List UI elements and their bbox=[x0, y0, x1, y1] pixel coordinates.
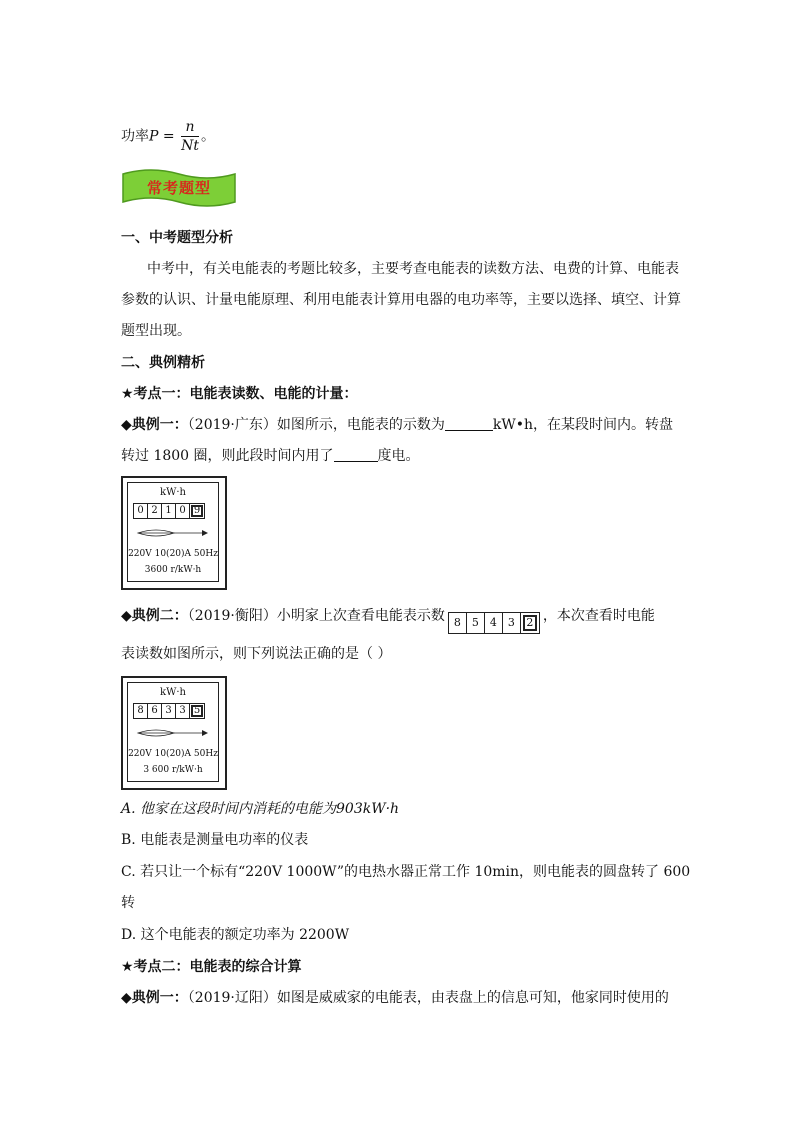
formula-lhs: P bbox=[149, 128, 159, 145]
previous-reading-digit: 8 bbox=[449, 613, 467, 633]
analysis-para-line-1: 中考中，有关电能表的考题比较多，主要考查电能表的读数方法、电费的计算、电能表 bbox=[147, 261, 679, 277]
meter1-spec-rev: 3600 r/kW·h bbox=[144, 565, 202, 575]
formula-eq: = bbox=[162, 128, 175, 145]
analysis-para-line-3: 题型出现。 bbox=[121, 323, 191, 339]
banner-text: 常考题型 bbox=[146, 179, 211, 197]
meter1-rotor-icon bbox=[136, 527, 212, 539]
option-b[interactable]: B. 电能表是测量电功率的仪表 bbox=[121, 832, 309, 848]
option-d[interactable]: D. 这个电能表的额定功率为 2200W bbox=[121, 927, 350, 943]
option-c-line1[interactable]: C. 若只让一个标有“220V 1000W”的电热水器正常工作 10min，则电能表的圆盘转了 600 bbox=[121, 864, 691, 880]
answer-blank-2[interactable] bbox=[334, 447, 378, 462]
formula-suffix: 。 bbox=[200, 128, 215, 145]
electric-meter-figure-2 bbox=[121, 676, 227, 790]
meter2-spec-rating: 220V 10(20)A 50Hz bbox=[128, 749, 218, 759]
example1-line2 bbox=[121, 446, 420, 466]
previous-reading-strip bbox=[448, 612, 540, 634]
meter2-digit-decimal: 5 bbox=[190, 704, 204, 718]
example2-line1 bbox=[121, 606, 655, 634]
option-c-line2: 转 bbox=[121, 895, 135, 911]
example3-line1 bbox=[121, 988, 669, 1008]
meter2-digit: 8 bbox=[134, 704, 148, 718]
previous-reading-digit: 5 bbox=[467, 613, 485, 633]
meter1-digit: 2 bbox=[148, 504, 162, 518]
example1-unit: kW•h，在某段时间内。转盘 bbox=[492, 417, 674, 433]
example2-label: ◆典例二： bbox=[121, 608, 188, 624]
meter2-digit: 6 bbox=[148, 704, 162, 718]
example1-line1 bbox=[121, 415, 673, 435]
formula-numerator: n bbox=[181, 118, 199, 137]
formula-denominator: Nt bbox=[181, 138, 199, 154]
example1-line2-b: 度电。 bbox=[377, 448, 420, 464]
meter1-spec-rating: 220V 10(20)A 50Hz bbox=[128, 549, 218, 559]
meter1-digit: 0 bbox=[176, 504, 190, 518]
example1-line2-a: 转过 1800 圈，则此段时间内用了 bbox=[121, 448, 334, 464]
previous-reading-digit: 3 bbox=[503, 613, 521, 633]
example3-text: （2019·辽阳）如图是威威家的电能表，由表盘上的信息可知，他家同时使用的 bbox=[187, 990, 669, 1006]
meter2-unit: kW·h bbox=[160, 687, 186, 698]
analysis-para-line-2: 参数的认识、计量电能原理、利用电能表计算用电器的电功率等，主要以选择、填空、计算 bbox=[121, 292, 681, 308]
meter2-digit: 3 bbox=[162, 704, 176, 718]
meter1-digit: 1 bbox=[162, 504, 176, 518]
formula-fraction bbox=[181, 118, 199, 155]
answer-blank-1[interactable] bbox=[445, 416, 493, 431]
point1-title: ★考点一：电能表读数、电能的计量： bbox=[121, 386, 358, 402]
meter1-digit: 0 bbox=[134, 504, 148, 518]
meter2-spec-rev: 3 600 r/kW·h bbox=[143, 765, 203, 775]
electric-meter-figure-1 bbox=[121, 476, 227, 590]
point2-title: ★考点二：电能表的综合计算 bbox=[121, 959, 302, 975]
common-question-banner bbox=[121, 168, 237, 210]
example2-line2: 表读数如图所示，则下列说法正确的是（ ） bbox=[121, 646, 392, 662]
example2-source: （2019·衡阳）小明家上次查看电能表示数 bbox=[187, 608, 445, 624]
option-a[interactable]: A. 他家在这段时间内消耗的电能为903kW·h bbox=[121, 801, 400, 817]
meter2-rotor-icon bbox=[136, 727, 212, 739]
meter1-digit-decimal: 9 bbox=[190, 504, 204, 518]
power-formula bbox=[121, 118, 215, 155]
section-heading-examples: 二、典例精析 bbox=[121, 355, 205, 371]
meter1-unit: kW·h bbox=[160, 487, 186, 498]
example2-after: ，本次查看时电能 bbox=[542, 608, 655, 624]
meter2-digits bbox=[133, 703, 205, 719]
meter1-digits bbox=[133, 503, 205, 519]
example1-label: ◆典例一： bbox=[121, 417, 188, 433]
section-heading-analysis: 一、中考题型分析 bbox=[121, 230, 233, 246]
example3-label: ◆典例一： bbox=[121, 990, 188, 1006]
example1-source: （2019·广东）如图所示，电能表的示数为 bbox=[187, 417, 445, 433]
previous-reading-digit-decimal: 2 bbox=[521, 613, 539, 633]
formula-prefix: 功率 bbox=[121, 128, 149, 145]
meter2-digit: 3 bbox=[176, 704, 190, 718]
previous-reading-digit: 4 bbox=[485, 613, 503, 633]
